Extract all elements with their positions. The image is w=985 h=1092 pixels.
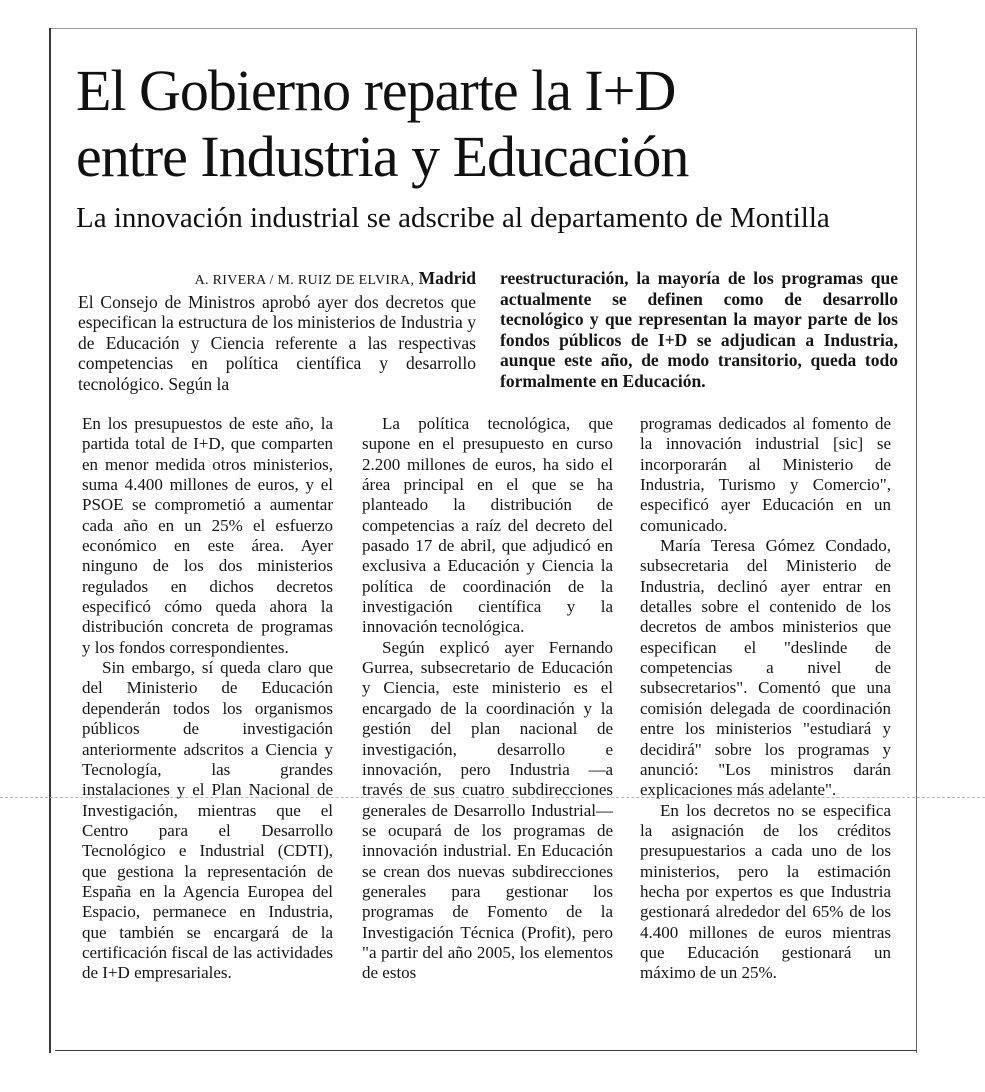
lead-paragraph-right: [500, 268, 898, 391]
column-2-paragraph-2: Según explicó ayer Fernando Gurrea, subsecretario de Educación y Ciencia, este ministerio es el encargado de la coordinación y la gestión del plan nacional de investigación, desarrollo e innovación, pero Industria —a través de sus cuatro subdirecciones generales de Desarrollo Industrial— se ocupará de los programas de innovación industrial. En Educación se crean dos nuevas subdirecciones generales para gestionar los programas de Fomento de la Investigación Técnica (Profit), pero "a partir del año 2005, los elementos de estos: [362, 637, 613, 983]
lead-text-left: El Consejo de Ministros aprobó ayer dos decretos que especifican la estructura de los ministerios de Industria y de Educación y Ciencia referente a las respectivas competencias en política científica y desarrollo tecnológico. Según la: [78, 291, 476, 394]
body-column-1: [82, 414, 333, 984]
frame-left-rule: [49, 28, 51, 1053]
body-column-2: [362, 414, 613, 984]
column-3-paragraph-2: María Teresa Gómez Condado, subsecretaria del Ministerio de Industria, declinó ayer entrar en detalles sobre el contenido de los decretos de ambos ministerios que especifican el "deslinde de competencias a nivel de subsecretarios". Comentó que una comisión delegada de coordinación entre los ministerios "estudiará y decidirá" sobre los programas y anunció: "Los ministros darán explicaciones más adelante".: [640, 536, 891, 800]
body-column-3: [640, 414, 891, 984]
column-3-paragraph-3: En los decretos no se especifica la asignación de los créditos presupuestarios a cada uno de los ministerios, pero la estimación hecha por expertos es que Industria gestionará alrededor del 65% de los 4.400 millones de euros mientras que Educación gestionará un máximo de un 25%.: [640, 800, 891, 983]
headline-line-1: El Gobierno reparte la I+D: [76, 58, 676, 123]
column-2-paragraph-1: La política tecnológica, que supone en el presupuesto en curso 2.200 millones de euros, ha sido el área principal en el que se ha planteado la distribución de competencias a raíz del decreto del pasado 17 de abril, que adjudicó en exclusiva a Educación y Ciencia la política de coordinación de la investigación científica y la innovación tecnológica.: [362, 414, 613, 637]
frame-top-rule: [49, 28, 917, 29]
byline-row: [78, 268, 476, 292]
byline: A. RIVERA / M. RUIZ DE ELVIRA,: [194, 273, 415, 288]
subtitle: La innovación industrial se adscribe al departamento de Montilla: [76, 202, 830, 234]
lead-paragraph-left: [78, 268, 476, 394]
headline: [76, 58, 916, 190]
column-3-paragraph-1: programas dedicados al fomento de la innovación industrial [sic] se incorporarán al Ministerio de Industria, Turismo y Comercio", especificó ayer Educación en un comunicado.: [640, 414, 891, 535]
column-1-paragraph-1: En los presupuestos de este año, la partida total de I+D, que comparten en menor medida otros ministerios, suma 4.400 millones de euros, y el PSOE se comprometió a aumentar cada año en un 25% el esfuerzo económico en este área. Ayer ninguno de los dos ministerios regulados en dichos decretos especificó cómo queda ahora la distribución concreta de programas y los fondos correspondientes.: [82, 414, 333, 657]
frame-right-rule: [916, 28, 917, 1053]
headline-line-2: entre Industria y Educación: [76, 124, 689, 189]
frame-bottom-rule: [55, 1050, 917, 1051]
dateline-place: Madrid: [418, 268, 476, 288]
lead-text-right: reestructuración, la mayoría de los programas que actualmente se definen como de desarrollo tecnológico y que representan la mayor parte de los fondos públicos de I+D se adjudican a Industria, aunque este año, de modo transitorio, queda todo formalmente en Educación.: [500, 268, 898, 391]
column-1-paragraph-2: Sin embargo, sí queda claro que del Ministerio de Educación dependerán todos los organismos públicos de investigación anteriormente adscritos a Ciencia y Tecnología, las grandes instalaciones y el Plan Nacional de Investigación, mientras que el Centro para el Desarrollo Tecnológico e Industrial (CDTI), que gestiona la representación de España en la Agencia Europea del Espacio, permanece en Industria, que también se encargará de la certificación fiscal de las actividades de I+D empresariales.: [82, 658, 333, 983]
